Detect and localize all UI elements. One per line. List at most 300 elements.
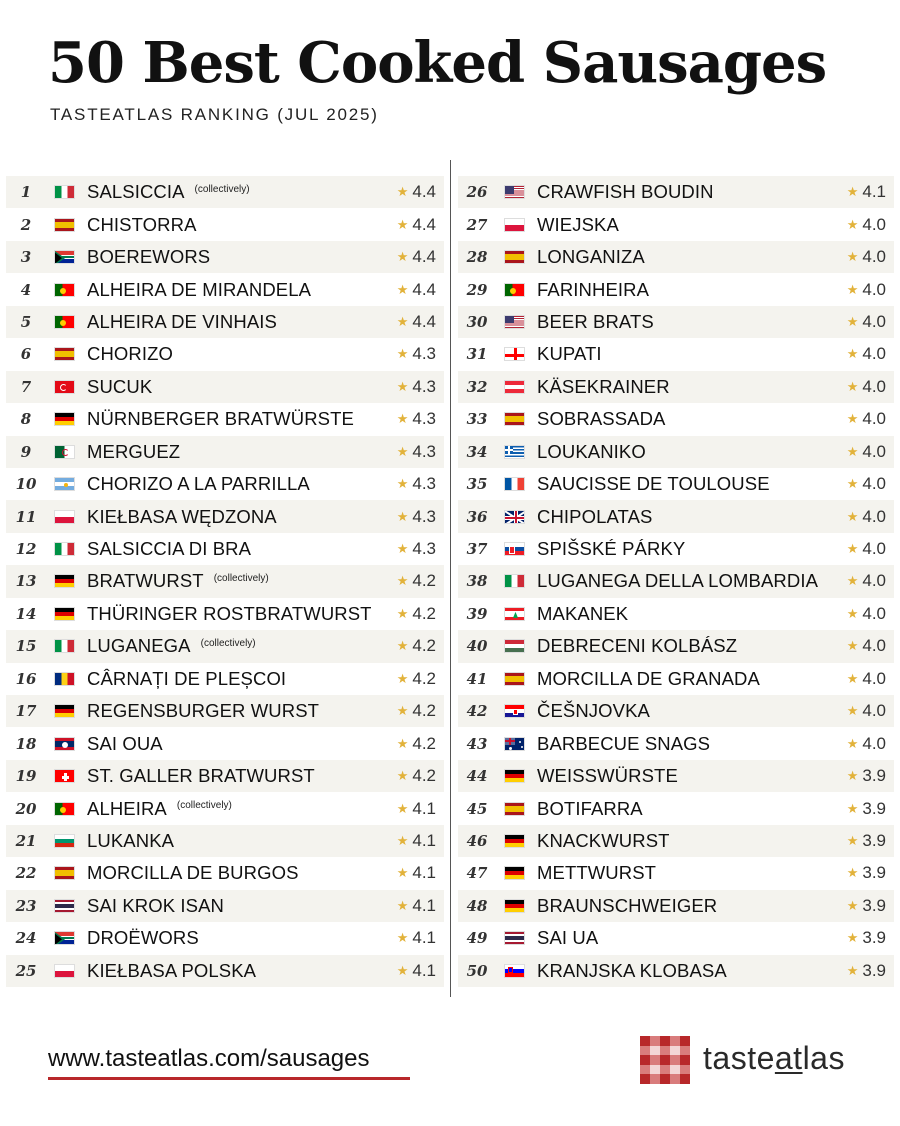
page-title: 50 Best Cooked Sausages — [48, 30, 827, 96]
flag-es-icon — [504, 412, 525, 426]
flag-at-icon — [504, 380, 525, 394]
star-icon: ★ — [846, 865, 859, 881]
rating-value: 4.0 — [862, 474, 886, 494]
flag-de-icon — [504, 899, 525, 913]
column-divider — [450, 160, 451, 997]
rank-number: 22 — [15, 864, 37, 883]
dish-name[interactable]: CHIPOLATAS — [537, 505, 653, 527]
rating — [847, 922, 886, 954]
rank-number: 6 — [20, 345, 32, 364]
rank-number: 10 — [15, 475, 37, 494]
rating — [847, 825, 886, 857]
dish-name[interactable]: KIEŁBASA POLSKA — [87, 959, 257, 981]
star-icon: ★ — [396, 216, 409, 232]
rank-number: 31 — [466, 345, 488, 364]
rating-value: 4.3 — [412, 376, 436, 396]
dish-name[interactable]: MORCILLA DE BURGOS — [87, 862, 299, 884]
dish-name[interactable]: ČEŠNJOVKA — [537, 700, 650, 722]
ranking-row — [6, 371, 444, 403]
ranking-row — [6, 955, 444, 987]
flag-es-icon — [504, 802, 525, 816]
flag-th-icon — [54, 899, 75, 913]
ranking-row — [458, 760, 894, 792]
star-icon: ★ — [396, 476, 409, 492]
dish-name[interactable]: METTWURST — [537, 862, 657, 884]
dish-note: (collectively) — [213, 572, 269, 584]
rating-value: 4.1 — [412, 830, 436, 850]
star-icon: ★ — [846, 638, 859, 654]
rating — [397, 663, 436, 695]
rank-number: 12 — [15, 540, 37, 559]
flag-pt-icon — [54, 315, 75, 329]
rating-value: 4.2 — [412, 733, 436, 753]
dish-name[interactable]: NÜRNBERGER BRATWÜRSTE — [87, 408, 354, 430]
dish-name[interactable]: ST. GALLER BRATWURST — [87, 765, 315, 787]
rating-value: 4.1 — [412, 798, 436, 818]
star-icon: ★ — [846, 735, 859, 751]
rating — [847, 241, 886, 273]
rating — [397, 306, 436, 338]
rating-value: 4.0 — [862, 539, 886, 559]
star-icon: ★ — [396, 541, 409, 557]
rank-number: 46 — [466, 831, 488, 850]
rating-value: 4.0 — [862, 506, 886, 526]
star-icon: ★ — [846, 346, 859, 362]
dish-name[interactable]: KIEŁBASA WĘDZONA — [87, 505, 277, 527]
dish-name[interactable]: SAI OUA — [87, 732, 163, 754]
logo-text-at: at — [774, 1040, 803, 1076]
star-icon: ★ — [396, 703, 409, 719]
ranking-row — [458, 208, 894, 240]
rank-number: 19 — [15, 767, 37, 786]
ranking-row — [6, 727, 444, 759]
rating — [397, 176, 436, 208]
flag-us-icon — [504, 185, 525, 199]
dish-name[interactable]: DEBRECENI KOLBÁSZ — [537, 635, 738, 657]
rating — [847, 468, 886, 500]
ranking-row — [6, 630, 444, 662]
rank-number: 45 — [466, 799, 488, 818]
dish-name[interactable]: REGENSBURGER WURST — [87, 700, 320, 722]
dish-name[interactable]: KÄSEKRAINER — [537, 375, 670, 397]
flag-ge-icon — [504, 347, 525, 361]
star-icon: ★ — [396, 800, 409, 816]
dish-name[interactable]: BOTIFARRA — [537, 797, 643, 819]
rank-number: 36 — [466, 507, 488, 526]
flag-de-icon — [504, 834, 525, 848]
star-icon: ★ — [396, 735, 409, 751]
flag-de-icon — [504, 866, 525, 880]
ranking-row — [6, 533, 444, 565]
dish-name[interactable]: LUGANEGA — [87, 635, 191, 657]
dish-name[interactable]: ALHEIRA DE MIRANDELA — [87, 278, 312, 300]
rank-number: 2 — [20, 215, 32, 234]
rank-number: 26 — [466, 183, 488, 202]
dish-name[interactable]: MAKANEK — [537, 602, 629, 624]
rating-value: 4.0 — [862, 214, 886, 234]
dish-name[interactable]: WIEJSKA — [537, 213, 619, 235]
flag-hr-icon — [504, 704, 525, 718]
ranking-row — [458, 792, 894, 824]
flag-gr-icon — [504, 445, 525, 459]
rating-value: 4.0 — [862, 636, 886, 656]
ranking-row — [458, 371, 894, 403]
dish-name[interactable]: SUCUK — [87, 375, 153, 397]
rating — [397, 371, 436, 403]
ranking-row — [6, 436, 444, 468]
rating-value: 3.9 — [862, 766, 886, 786]
dish-name[interactable]: BRATWURST — [87, 570, 204, 592]
dish-name[interactable]: LUKANKA — [87, 829, 175, 851]
star-icon: ★ — [846, 930, 859, 946]
rating-value: 3.9 — [862, 830, 886, 850]
flag-it-icon — [504, 574, 525, 588]
rank-number: 4 — [20, 280, 32, 299]
ranking-row — [6, 208, 444, 240]
rating-value: 4.2 — [412, 571, 436, 591]
rating — [397, 565, 436, 597]
rank-number: 37 — [466, 540, 488, 559]
dish-name[interactable]: CRAWFISH BOUDIN — [537, 181, 714, 203]
dish-name[interactable]: CHISTORRA — [87, 213, 197, 235]
rank-number: 9 — [20, 442, 32, 461]
dish-name[interactable]: SOBRASSADA — [537, 408, 666, 430]
rank-number: 43 — [466, 734, 488, 753]
flag-de-icon — [54, 412, 75, 426]
ranking-row — [6, 598, 444, 630]
dish-name[interactable]: SAI KROK ISAN — [87, 894, 225, 916]
rating — [397, 241, 436, 273]
star-icon: ★ — [846, 768, 859, 784]
dish-name[interactable]: SALSICCIA — [87, 181, 185, 203]
dish-name[interactable]: LOUKANIKO — [537, 440, 646, 462]
ranking-row — [458, 468, 894, 500]
dish-name[interactable]: BRAUNSCHWEIGER — [537, 894, 718, 916]
rating-value: 4.1 — [412, 863, 436, 883]
rating — [847, 176, 886, 208]
rank-number: 41 — [466, 669, 488, 688]
rating — [847, 338, 886, 370]
ranking-row — [458, 306, 894, 338]
rank-number: 20 — [15, 799, 37, 818]
rating — [847, 792, 886, 824]
ranking-row — [458, 273, 894, 305]
ranking-row — [458, 663, 894, 695]
rating — [847, 273, 886, 305]
rating — [397, 273, 436, 305]
rank-number: 21 — [15, 831, 37, 850]
dish-name[interactable]: SAI UA — [537, 927, 599, 949]
rating-value: 4.3 — [412, 344, 436, 364]
star-icon: ★ — [396, 962, 409, 978]
flag-gb-icon — [504, 510, 525, 524]
rating — [847, 208, 886, 240]
ranking-row — [6, 500, 444, 532]
star-icon: ★ — [396, 281, 409, 297]
ranking-row — [6, 176, 444, 208]
flag-fr-icon — [504, 477, 525, 491]
ranking-row — [458, 695, 894, 727]
dish-name[interactable]: FARINHEIRA — [537, 278, 650, 300]
flag-ch-icon — [54, 769, 75, 783]
dish-name[interactable]: WEISSWÜRSTE — [537, 765, 678, 787]
rating-value: 4.0 — [862, 571, 886, 591]
tasteatlas-logo-icon — [640, 1036, 690, 1084]
star-icon: ★ — [396, 378, 409, 394]
rank-number: 23 — [15, 896, 37, 915]
rating-value: 4.0 — [862, 668, 886, 688]
dish-name[interactable]: BOEREWORS — [87, 246, 211, 268]
dish-name[interactable]: ALHEIRA DE VINHAIS — [87, 310, 277, 332]
rating-value: 4.0 — [862, 376, 886, 396]
flag-pt-icon — [54, 283, 75, 297]
flag-de-icon — [504, 769, 525, 783]
rating-value: 4.2 — [412, 701, 436, 721]
rank-number: 35 — [466, 475, 488, 494]
rating-value: 4.4 — [412, 214, 436, 234]
tasteatlas-logo-text — [703, 1040, 845, 1077]
dish-name[interactable]: LUGANEGA DELLA LOMBARDIA — [537, 570, 819, 592]
star-icon: ★ — [396, 768, 409, 784]
star-icon: ★ — [846, 800, 859, 816]
rating — [847, 955, 886, 987]
flag-de-icon — [54, 704, 75, 718]
rating — [397, 922, 436, 954]
rating — [847, 630, 886, 662]
star-icon: ★ — [396, 249, 409, 265]
dish-name[interactable]: KUPATI — [537, 343, 602, 365]
flag-bg-icon — [54, 834, 75, 848]
rating-value: 4.1 — [412, 960, 436, 980]
dish-name[interactable]: KRANJSKA KLOBASA — [537, 959, 727, 981]
flag-pl-icon — [54, 964, 75, 978]
dish-name[interactable]: CHORIZO A LA PARRILLA — [87, 473, 310, 495]
flag-pl-icon — [54, 510, 75, 524]
rank-number: 49 — [466, 929, 488, 948]
rating-value: 3.9 — [862, 960, 886, 980]
rank-number: 11 — [15, 507, 37, 526]
rating — [397, 695, 436, 727]
rating-value: 4.0 — [862, 311, 886, 331]
dish-name[interactable]: LONGANIZA — [537, 246, 645, 268]
star-icon: ★ — [846, 897, 859, 913]
rating — [397, 890, 436, 922]
rank-number: 30 — [466, 312, 488, 331]
dish-name[interactable]: DROËWORS — [87, 927, 199, 949]
flag-tr-icon — [54, 380, 75, 394]
dish-name[interactable]: KNACKWURST — [537, 829, 670, 851]
ranking-row — [458, 727, 894, 759]
star-icon: ★ — [846, 249, 859, 265]
flag-au-icon — [504, 737, 525, 751]
flag-es-icon — [54, 866, 75, 880]
star-icon: ★ — [846, 281, 859, 297]
dish-name[interactable]: MORCILLA DE GRANADA — [537, 667, 760, 689]
rating-value: 4.4 — [412, 279, 436, 299]
star-icon: ★ — [846, 703, 859, 719]
rating — [397, 825, 436, 857]
rating — [397, 857, 436, 889]
rank-number: 1 — [20, 183, 32, 202]
star-icon: ★ — [846, 184, 859, 200]
dish-note: (collectively) — [194, 183, 250, 195]
flag-de-icon — [54, 607, 75, 621]
dish-name[interactable]: BEER BRATS — [537, 310, 654, 332]
rank-number: 50 — [466, 961, 488, 980]
rank-number: 27 — [466, 215, 488, 234]
flag-hu-icon — [504, 639, 525, 653]
rating — [397, 727, 436, 759]
rank-number: 33 — [466, 410, 488, 429]
dish-name[interactable]: CÂRNAȚI DE PLEȘCOI — [87, 667, 287, 689]
rank-number: 17 — [15, 702, 37, 721]
rank-number: 16 — [15, 669, 37, 688]
rating — [397, 208, 436, 240]
rating — [847, 663, 886, 695]
star-icon: ★ — [396, 411, 409, 427]
ranking-row — [6, 565, 444, 597]
flag-pl-icon — [504, 218, 525, 232]
ranking-row — [6, 273, 444, 305]
rank-number: 32 — [466, 377, 488, 396]
rank-number: 34 — [466, 442, 488, 461]
rank-number: 8 — [20, 410, 32, 429]
rating — [847, 306, 886, 338]
rating — [397, 436, 436, 468]
star-icon: ★ — [396, 670, 409, 686]
star-icon: ★ — [396, 605, 409, 621]
rank-number: 38 — [466, 572, 488, 591]
ranking-row — [6, 760, 444, 792]
rating — [397, 630, 436, 662]
star-icon: ★ — [846, 216, 859, 232]
dish-name[interactable]: SAUCISSE DE TOULOUSE — [537, 473, 770, 495]
ranking-row — [458, 890, 894, 922]
rating — [397, 955, 436, 987]
dish-name[interactable]: THÜRINGER ROSTBRATWURST — [87, 602, 372, 624]
rating — [397, 760, 436, 792]
star-icon: ★ — [846, 476, 859, 492]
star-icon: ★ — [846, 541, 859, 557]
rank-number: 40 — [466, 637, 488, 656]
ranking-list-left — [6, 176, 444, 987]
flag-sk-icon — [504, 542, 525, 556]
flag-it-icon — [54, 639, 75, 653]
ranking-row — [458, 857, 894, 889]
ranking-row — [458, 565, 894, 597]
dish-name[interactable]: ALHEIRA — [87, 797, 167, 819]
rating-value: 4.0 — [862, 279, 886, 299]
flag-it-icon — [54, 542, 75, 556]
dish-name[interactable]: SALSICCIA DI BRA — [87, 538, 252, 560]
flag-th-icon — [504, 931, 525, 945]
star-icon: ★ — [846, 670, 859, 686]
ranking-row — [458, 825, 894, 857]
ranking-row — [6, 695, 444, 727]
rating-value: 4.2 — [412, 603, 436, 623]
rank-number: 25 — [15, 961, 37, 980]
rating — [397, 338, 436, 370]
rating — [397, 468, 436, 500]
rating-value: 4.4 — [412, 182, 436, 202]
rating — [847, 436, 886, 468]
ranking-row — [458, 403, 894, 435]
rating-value: 4.4 — [412, 247, 436, 267]
rank-number: 24 — [15, 929, 37, 948]
star-icon: ★ — [846, 605, 859, 621]
ranking-row — [6, 306, 444, 338]
rating-value: 4.2 — [412, 636, 436, 656]
flag-la-icon — [54, 737, 75, 751]
dish-name[interactable]: SPIŠSKÉ PÁRKY — [537, 538, 686, 560]
ranking-row — [6, 890, 444, 922]
rating — [847, 565, 886, 597]
rating — [397, 598, 436, 630]
ranking-row — [6, 825, 444, 857]
star-icon: ★ — [396, 638, 409, 654]
rating — [847, 857, 886, 889]
ranking-row — [458, 955, 894, 987]
rating-value: 4.1 — [862, 182, 886, 202]
dish-name[interactable]: CHORIZO — [87, 343, 174, 365]
rating — [847, 371, 886, 403]
rank-number: 15 — [15, 637, 37, 656]
flag-lb-icon — [504, 607, 525, 621]
rating-value: 4.0 — [862, 441, 886, 461]
star-icon: ★ — [846, 962, 859, 978]
rating — [847, 500, 886, 532]
rating-value: 4.2 — [412, 766, 436, 786]
star-icon: ★ — [396, 508, 409, 524]
ranking-row — [6, 792, 444, 824]
star-icon: ★ — [846, 832, 859, 848]
ranking-row — [6, 338, 444, 370]
rank-number: 13 — [15, 572, 37, 591]
star-icon: ★ — [396, 313, 409, 329]
footer-url-link[interactable]: www.tasteatlas.com/sausages — [48, 1045, 370, 1072]
star-icon: ★ — [846, 443, 859, 459]
dish-name[interactable]: BARBECUE SNAGS — [537, 732, 711, 754]
dish-name[interactable]: MERGUEZ — [87, 440, 181, 462]
rating-value: 4.1 — [412, 928, 436, 948]
rating-value: 4.0 — [862, 733, 886, 753]
rank-number: 29 — [466, 280, 488, 299]
rank-number: 5 — [20, 312, 32, 331]
star-icon: ★ — [396, 897, 409, 913]
rating — [397, 500, 436, 532]
rating-value: 4.0 — [862, 701, 886, 721]
ranking-row — [6, 468, 444, 500]
rating-value: 4.4 — [412, 311, 436, 331]
rating — [847, 760, 886, 792]
flag-es-icon — [54, 347, 75, 361]
star-icon: ★ — [846, 573, 859, 589]
ranking-row — [458, 436, 894, 468]
flag-si-icon — [504, 964, 525, 978]
rating — [847, 403, 886, 435]
rating-value: 4.3 — [412, 409, 436, 429]
flag-ar-icon — [54, 477, 75, 491]
star-icon: ★ — [846, 313, 859, 329]
flag-dz-icon — [54, 445, 75, 459]
rating-value: 4.3 — [412, 474, 436, 494]
ranking-row — [6, 403, 444, 435]
ranking-row — [458, 176, 894, 208]
star-icon: ★ — [396, 573, 409, 589]
rating-value: 4.3 — [412, 506, 436, 526]
logo-text-las: las — [802, 1040, 845, 1076]
rating — [847, 598, 886, 630]
